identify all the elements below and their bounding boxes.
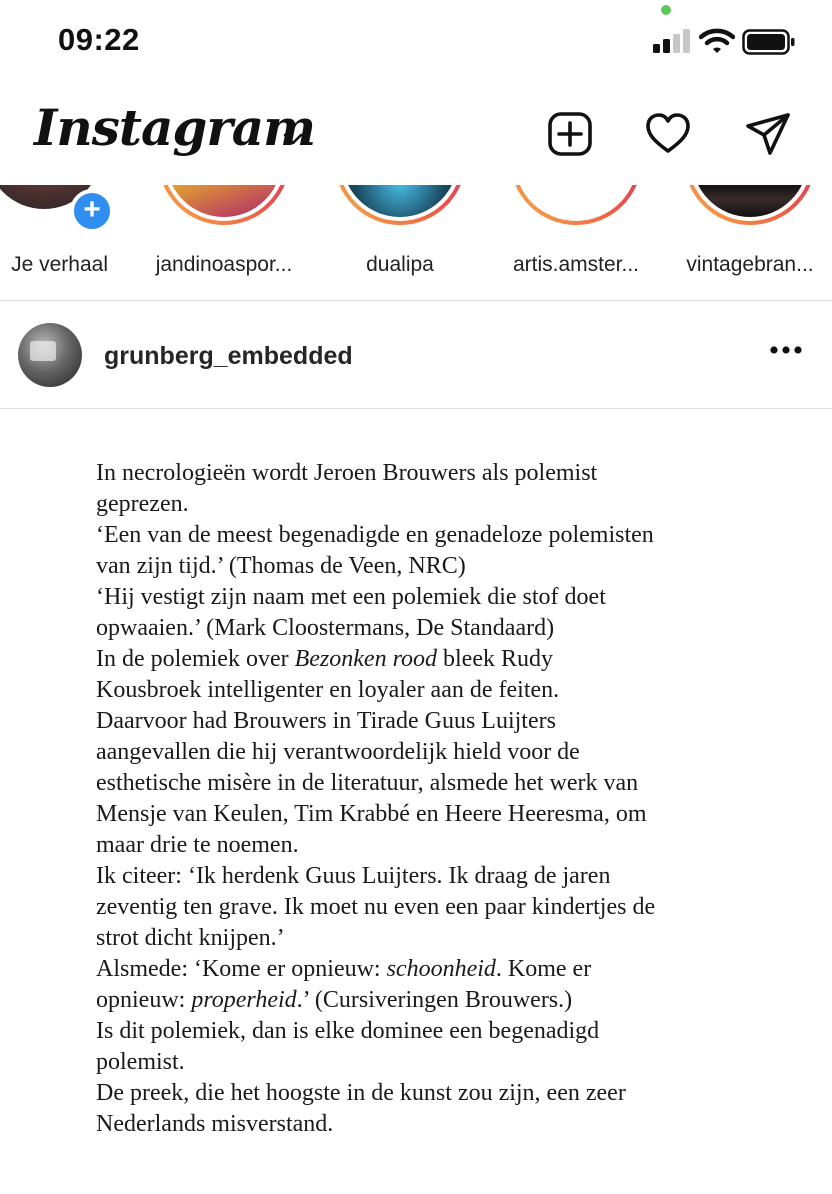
story-label: Je verhaal	[11, 253, 108, 276]
post-text-line: Is dit polemiek, dan is elke dominee een begenadigd	[96, 1018, 600, 1044]
post-username[interactable]: grunberg_embedded	[104, 342, 353, 370]
story-label: artis.amster...	[512, 253, 640, 276]
post-text-line: Nederlands misverstand.	[96, 1111, 334, 1137]
more-options-icon[interactable]	[768, 344, 804, 356]
divider	[0, 300, 832, 301]
story-ring-gap	[338, 185, 462, 221]
post-text-line: aangevallen die hij verantwoordelijk hield voor de	[96, 739, 580, 765]
story-dualipa[interactable]	[320, 185, 480, 297]
paper-plane-icon[interactable]	[744, 110, 792, 158]
italic-segment: Bezonken rood	[294, 646, 438, 672]
post-text-line: zeventig ten grave. Ik moet nu even een paar kindertjes de	[96, 894, 656, 920]
post-text-line: strot dicht knijpen.’	[96, 925, 285, 951]
stories-row	[0, 185, 832, 300]
post-text-line: maar drie te noemen.	[96, 832, 299, 858]
post-text-line: ‘Hij vestigt zijn naam met een polemiek die stof doet	[96, 584, 606, 610]
heart-icon[interactable]	[644, 110, 692, 158]
text-segment: In de polemiek over	[96, 646, 295, 672]
story-jandino[interactable]	[144, 185, 304, 297]
post-text-line: ‘Een van de meest begenadigde en genadeloze polemisten	[96, 522, 654, 548]
text-segment: bleek Rudy	[437, 646, 553, 672]
story-ring	[684, 185, 816, 225]
story-avatar	[692, 185, 808, 217]
story-avatar	[166, 185, 282, 217]
post-header	[0, 320, 832, 392]
chevron-down-icon[interactable]	[282, 132, 304, 146]
post-text-line	[96, 644, 816, 675]
story-ring	[334, 185, 466, 225]
post-text-line	[96, 985, 816, 1016]
post-text-line: Kousbroek intelligenter en loyaler aan de feiten.	[96, 677, 560, 703]
avatar-detail	[30, 341, 56, 361]
story-label: jandinoaspor...	[155, 253, 293, 276]
story-ring	[158, 185, 290, 225]
post-text-line: Mensje van Keulen, Tim Krabbé en Heere Heeresma, om	[96, 801, 647, 827]
text-segment: .’ (Cursiveringen Brouwers.)	[296, 987, 573, 1013]
story-ring-gap	[162, 185, 286, 221]
story-artis[interactable]	[496, 185, 656, 297]
post-text-line: esthetische misère in de literatuur, alsmede het werk van	[96, 770, 639, 796]
divider	[0, 408, 832, 409]
italic-segment: properheid	[191, 987, 297, 1013]
post-text-line: opwaaien.’ (Mark Cloostermans, De Standaard)	[96, 615, 555, 641]
post-text-line: polemist.	[96, 1049, 185, 1075]
instagram-logo[interactable]: Instagram	[34, 98, 315, 157]
story-label: vintagebran...	[686, 253, 814, 276]
wifi-icon	[699, 27, 735, 55]
text-segment: opnieuw:	[96, 987, 192, 1013]
post-text-line: Ik citeer: ‘Ik herdenk Guus Luijters. Ik draag de jaren	[96, 863, 611, 889]
post-text-line	[96, 954, 816, 985]
text-segment: . Kome er	[495, 956, 592, 982]
post-text-line: geprezen.	[96, 491, 189, 517]
story-own[interactable]	[0, 185, 124, 297]
text-segment: Alsmede: ‘Kome er opnieuw:	[96, 956, 387, 982]
status-time: 09:22	[58, 22, 140, 57]
story-ring	[510, 185, 642, 225]
story-vintage[interactable]	[670, 185, 830, 297]
italic-segment: schoonheid	[386, 956, 496, 982]
post-image-text	[96, 458, 816, 1140]
post-text-line: In necrologieën wordt Jeroen Brouwers als polemist	[96, 460, 598, 486]
status-bar	[0, 0, 832, 80]
plus-square-icon[interactable]	[546, 110, 594, 158]
avatar[interactable]	[18, 323, 82, 387]
story-ring-gap	[688, 185, 812, 221]
story-label: dualipa	[366, 253, 434, 276]
signal-icon	[652, 29, 692, 53]
story-avatar	[342, 185, 458, 217]
post-text-line: Daarvoor had Brouwers in Tirade Guus Luijters	[96, 708, 556, 734]
app-header	[0, 92, 832, 182]
battery-icon	[742, 29, 796, 55]
mic-indicator-icon	[661, 5, 671, 15]
add-story-icon[interactable]: +	[70, 189, 114, 233]
story-ring-gap	[514, 185, 638, 221]
post-text-line: van zijn tijd.’ (Thomas de Veen, NRC)	[96, 553, 466, 579]
story-avatar	[518, 185, 634, 217]
post-text-line: De preek, die het hoogste in de kunst zou zijn, een zeer	[96, 1080, 626, 1106]
